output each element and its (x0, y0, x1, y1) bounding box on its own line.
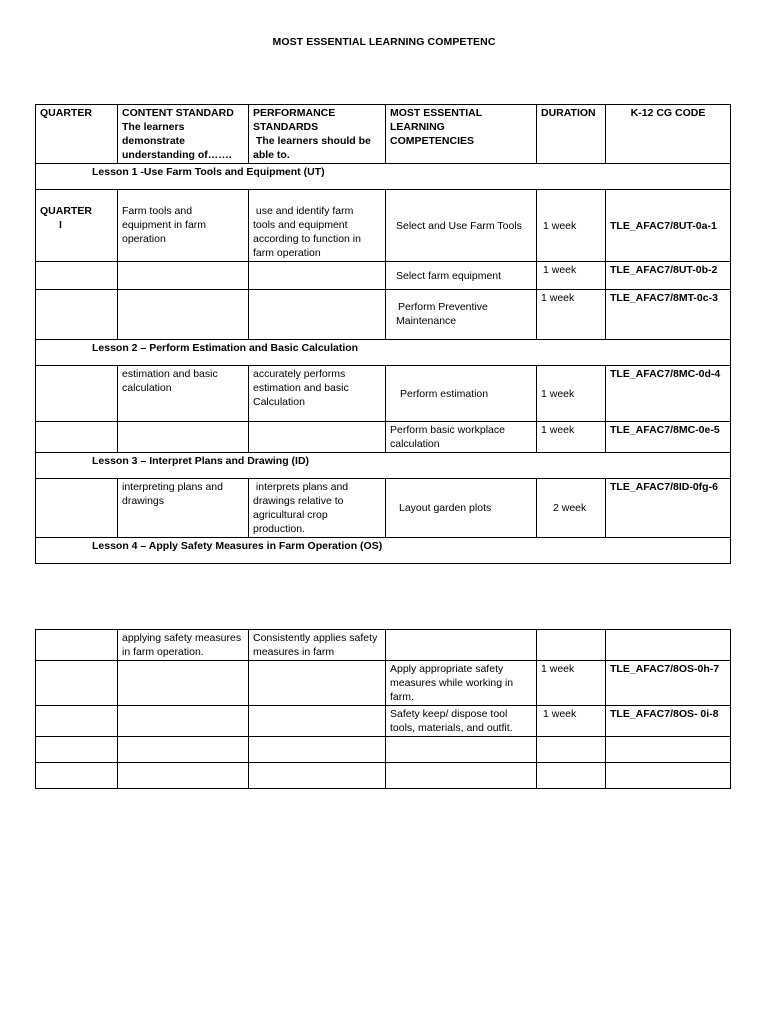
content-standard-cell: estimation and basic calculation (118, 366, 249, 422)
header-content-standard: CONTENT STANDARD The learners demonstrate understanding of……. (118, 105, 249, 164)
competency-cell: Layout garden plots (386, 479, 537, 538)
lesson-row (36, 340, 731, 366)
content-standard-cell: Farm tools and equipment in farm operation (118, 190, 249, 262)
code-cell: TLE_AFAC7/8OS- 0i-8 (606, 706, 731, 737)
melc-table-part-2 (35, 629, 731, 789)
table-row (36, 366, 731, 422)
code-cell: TLE_AFAC7/8ID-0fg-6 (606, 479, 731, 538)
performance-standard-cell: Consistently applies safety measures in farm (249, 630, 386, 661)
lesson-1-heading: Lesson 1 -Use Farm Tools and Equipment (UT) (36, 164, 731, 190)
code-cell: TLE_AFAC7/8MT-0c-3 (606, 290, 731, 340)
lesson-row (36, 164, 731, 190)
lesson-row (36, 538, 731, 564)
code-cell: TLE_AFAC7/8MC-0d-4 (606, 366, 731, 422)
document-title: MOST ESSENTIAL LEARNING COMPETENC (272, 36, 496, 48)
header-row (36, 105, 731, 164)
header-code: K-12 CG CODE (606, 105, 731, 164)
lesson-row (36, 453, 731, 479)
duration-cell: 1 week (537, 190, 606, 262)
performance-standard-cell: interprets plans and drawings relative to agricultural crop production. (249, 479, 386, 538)
table-row (36, 661, 731, 706)
table-row (36, 479, 731, 538)
code-cell: TLE_AFAC7/8UT-0a-1 (606, 190, 731, 262)
competency-cell: Select farm equipment (386, 262, 537, 290)
table-row (36, 706, 731, 737)
header-competencies: MOST ESSENTIAL LEARNING COMPETENCIES (386, 105, 537, 164)
table-row (36, 262, 731, 290)
table-row (36, 763, 731, 789)
melc-table-part-1 (35, 104, 731, 564)
duration-cell: 1 week (537, 290, 606, 340)
competency-cell: Perform estimation (386, 366, 537, 422)
table-row (36, 422, 731, 453)
header-performance-standards: PERFORMANCE STANDARDS The learners should be able to. (249, 105, 386, 164)
lesson-3-heading: Lesson 3 – Interpret Plans and Drawing (ID) (36, 453, 731, 479)
content-standard-cell: interpreting plans and drawings (118, 479, 249, 538)
code-cell: TLE_AFAC7/8UT-0b-2 (606, 262, 731, 290)
table-row (36, 630, 731, 661)
competency-cell: Perform basic workplace calculation (386, 422, 537, 453)
quarter-cell: QUARTER I (36, 190, 118, 262)
duration-cell: 1 week (537, 706, 606, 737)
duration-cell: 1 week (537, 661, 606, 706)
table-row (36, 290, 731, 340)
performance-standard-cell: use and identify farm tools and equipment according to function in farm operation (249, 190, 386, 262)
lesson-4-heading: Lesson 4 – Apply Safety Measures in Farm Operation (OS) (36, 538, 731, 564)
competency-cell: Safety keep/ dispose tool tools, materials, and outfit. (386, 706, 537, 737)
header-duration: DURATION (537, 105, 606, 164)
table-row (36, 190, 731, 262)
competency-cell: Select and Use Farm Tools (386, 190, 537, 262)
table-row (36, 737, 731, 763)
code-cell: TLE_AFAC7/8OS-0h-7 (606, 661, 731, 706)
lesson-2-heading: Lesson 2 – Perform Estimation and Basic Calculation (36, 340, 731, 366)
competency-cell: Apply appropriate safety measures while working in farm. (386, 661, 537, 706)
duration-cell: 1 week (537, 366, 606, 422)
content-standard-cell: applying safety measures in farm operation. (118, 630, 249, 661)
code-cell: TLE_AFAC7/8MC-0e-5 (606, 422, 731, 453)
duration-cell: 1 week (537, 262, 606, 290)
duration-cell: 2 week (537, 479, 606, 538)
header-quarter: QUARTER (36, 105, 118, 164)
duration-cell: 1 week (537, 422, 606, 453)
competency-cell: Perform Preventive Maintenance (386, 290, 537, 340)
performance-standard-cell: accurately performs estimation and basic Calculation (249, 366, 386, 422)
